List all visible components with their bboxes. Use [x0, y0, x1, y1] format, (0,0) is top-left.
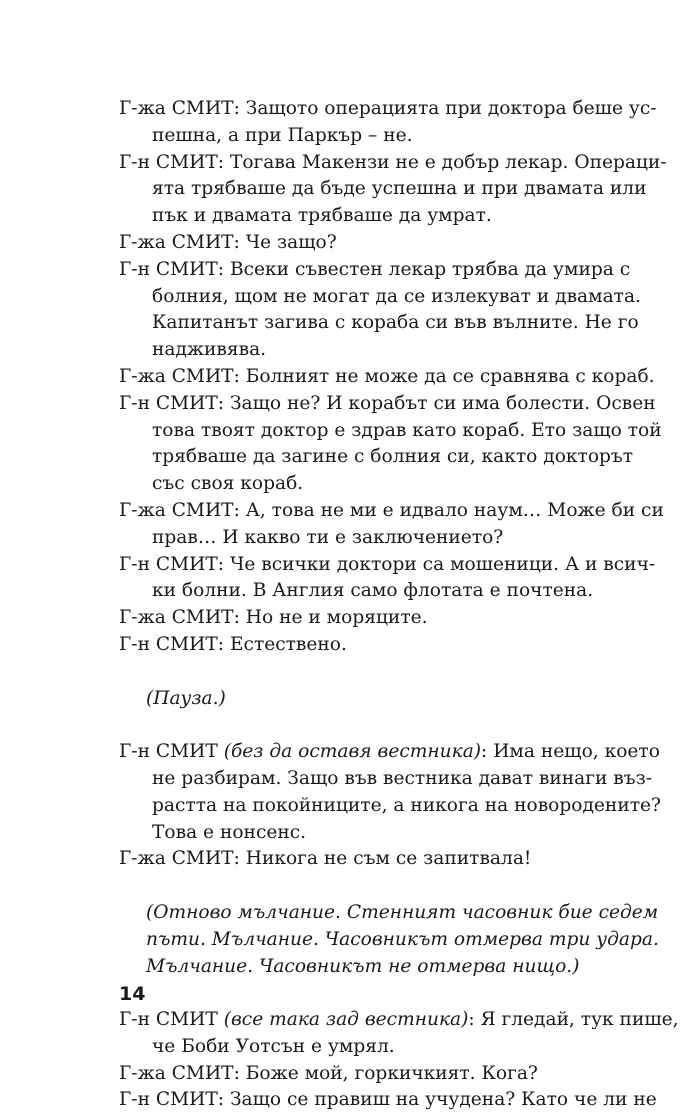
- dialogue-line: Това е нонсенс.: [152, 821, 307, 843]
- dialogue-line: растта на покойниците, а никога на новородените?: [152, 794, 661, 816]
- dialogue-line: Г-жа СМИТ: Никога не съм се запитвала!: [119, 848, 532, 870]
- dialogue-line: Г-жа СМИТ: Че защо?: [119, 231, 337, 253]
- dialogue-line: Г-н СМИТ: Защо не? И корабът си има болести. Освен: [119, 392, 656, 414]
- speech: : Я гледай, тук пише,: [468, 1009, 679, 1031]
- stage-direction-inline: (без да оставя вестника): [223, 741, 482, 763]
- dialogue-line: Г-н СМИТ: Всеки съвестен лекар трябва да умира с: [119, 258, 631, 280]
- dialogue-line: ята трябваше да бъде успешна и при двамата или: [152, 178, 647, 200]
- dialogue-line: със своя кораб.: [152, 473, 304, 495]
- dialogue-line: [119, 739, 660, 766]
- dialogue-line: Г-жа СМИТ: Болният не може да се сравнява с кораб.: [119, 365, 655, 387]
- dialogue-line: ки болни. В Англия само флотата е почтена.: [152, 580, 594, 602]
- dialogue-line: пък и двамата трябваше да умрат.: [152, 205, 492, 227]
- dialogue-line: Г-жа СМИТ: Защото операцията при доктора беше ус-: [119, 98, 657, 119]
- page-text: [119, 96, 679, 1114]
- stage-direction-line: (Отново мълчание. Стенният часовник бие седем: [146, 901, 659, 923]
- dialogue-line: прав… И какво ти е заключението?: [152, 526, 504, 548]
- dialogue-line: не разбирам. Защо във вестника дават винаги въз-: [152, 767, 652, 789]
- dialogue-line: че Боби Уотсън е умрял.: [152, 1035, 395, 1057]
- stage-direction-pause: (Пауза.): [146, 687, 226, 709]
- speech: : Има нещо, което: [481, 741, 660, 763]
- dialogue-line: Г-жа СМИТ: Но не и моряците.: [119, 607, 428, 629]
- speaker: Г-н СМИТ: [119, 741, 224, 763]
- dialogue-block-1: [119, 96, 667, 659]
- page-number: 14: [119, 983, 146, 1005]
- stage-direction-line: пъти. Мълчание. Часовникът отмерва три удара.: [146, 928, 659, 950]
- stage-direction-inline: (все така зад вестника): [223, 1009, 469, 1031]
- dialogue-line: трябваше да загине с болния си, както докторът: [152, 446, 634, 468]
- dialogue-line: надживява.: [152, 339, 267, 361]
- dialogue-line: Капитанът загива с кораба си във вълните. Не го: [152, 312, 639, 334]
- dialogue-line: Г-жа СМИТ: А, това не ми е идвало наум… Може би си: [119, 499, 664, 521]
- dialogue-line: Г-жа СМИТ: Боже мой, горкичкият. Кога?: [119, 1062, 538, 1084]
- speaker: Г-н СМИТ: [119, 1009, 224, 1031]
- dialogue-line: това твоят доктор е здрав като кораб. Ето защо той: [152, 419, 662, 441]
- dialogue-line: Г-н СМИТ: Защо се правиш на учудена? Като че ли не: [119, 1089, 657, 1111]
- dialogue-line: Г-н СМИТ: Че всички доктори са мошеници. А и всич-: [119, 553, 656, 575]
- dialogue-line: болния, щом не могат да се излекуват и двамата.: [152, 285, 641, 307]
- dialogue-line: Г-н СМИТ: Тогава Макензи не е добър лекар. Операци-: [119, 151, 667, 173]
- dialogue-line: пешна, а при Паркър – не.: [152, 124, 413, 146]
- dialogue-line: [119, 1007, 679, 1034]
- dialogue-line: Г-н СМИТ: Естествено.: [119, 633, 347, 655]
- stage-direction-line: Мълчание. Часовникът не отмерва нищо.): [146, 955, 580, 977]
